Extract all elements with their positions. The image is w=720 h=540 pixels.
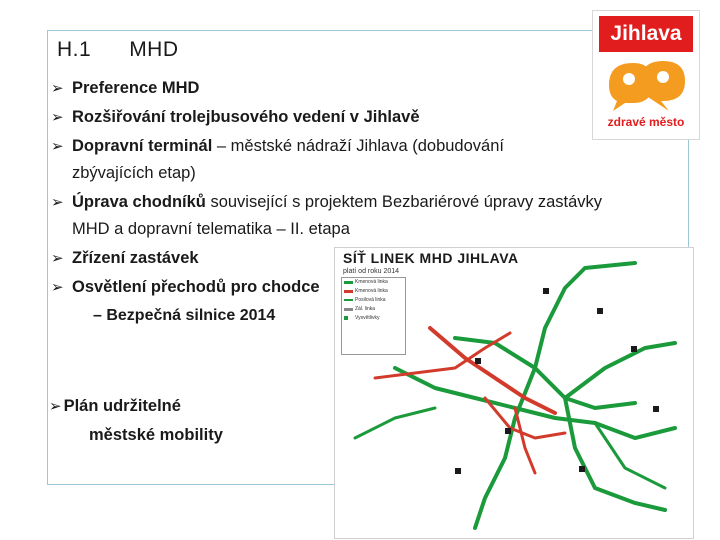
map-title: SÍŤ LINEK MHD JIHLAVA bbox=[343, 250, 519, 266]
arrow-bullet-icon: ➢ bbox=[51, 250, 64, 267]
heading-number: H.1 bbox=[57, 38, 92, 61]
bullet-item bbox=[49, 103, 669, 132]
map-validity: platí od roku 2014 bbox=[343, 268, 400, 275]
bullet-note: – Bezpečná silnice 2014 bbox=[93, 307, 276, 324]
slide-heading bbox=[57, 38, 179, 62]
jihlava-logo bbox=[592, 10, 700, 140]
arrow-bullet-icon: ➢ bbox=[51, 80, 64, 97]
logo-subtitle: zdravé město bbox=[607, 115, 685, 129]
legend-item: Posilová linka bbox=[342, 296, 405, 305]
arrow-bullet-icon: ➢ bbox=[51, 109, 64, 126]
bullet-item bbox=[49, 188, 669, 244]
bullet-text: – městské nádraží Jihlava (dobudování bbox=[212, 137, 504, 155]
speech-bubbles-icon bbox=[603, 57, 689, 113]
legend-item: Kmenová linka bbox=[342, 278, 405, 287]
bullet-bold-text: Zřízení zastávek bbox=[72, 249, 199, 267]
bullet-item bbox=[49, 132, 669, 188]
bullet-bold-text: Preference MHD bbox=[72, 79, 200, 97]
plan-line2: městské mobility bbox=[89, 426, 223, 444]
legend-item: Zál. linka bbox=[342, 305, 405, 314]
bullet-bold-text: Osvětlení přechodů pro chodce bbox=[72, 278, 320, 296]
arrow-bullet-icon: ➢ bbox=[51, 194, 64, 211]
legend-item: Vysvětlivky bbox=[342, 314, 405, 323]
arrow-bullet-icon: ➢ bbox=[51, 138, 64, 155]
plan-line1: Plán udržitelné bbox=[63, 397, 181, 415]
bullet-continuation: zbývajících etap) bbox=[72, 164, 196, 182]
bullet-item bbox=[49, 74, 669, 103]
bullet-text: související s projektem Bezbariérové úpravy zastávky bbox=[205, 193, 603, 211]
map-legend bbox=[341, 277, 406, 355]
bullet-bold-text: Dopravní terminál bbox=[72, 137, 213, 155]
arrow-bullet-icon: ➢ bbox=[49, 398, 62, 415]
logo-name: Jihlava bbox=[599, 16, 693, 52]
bullet-bold-text: Úprava chodníků bbox=[72, 193, 206, 211]
heading-title: MHD bbox=[129, 38, 179, 61]
plan-bullet bbox=[49, 392, 223, 450]
legend-item: Kmenová linka bbox=[342, 287, 405, 296]
arrow-bullet-icon: ➢ bbox=[51, 279, 64, 296]
bullet-bold-text: Rozšiřování trolejbusového vedení v Jihlavě bbox=[72, 108, 420, 126]
bullet-continuation: MHD a dopravní telematika – II. etapa bbox=[72, 220, 350, 238]
